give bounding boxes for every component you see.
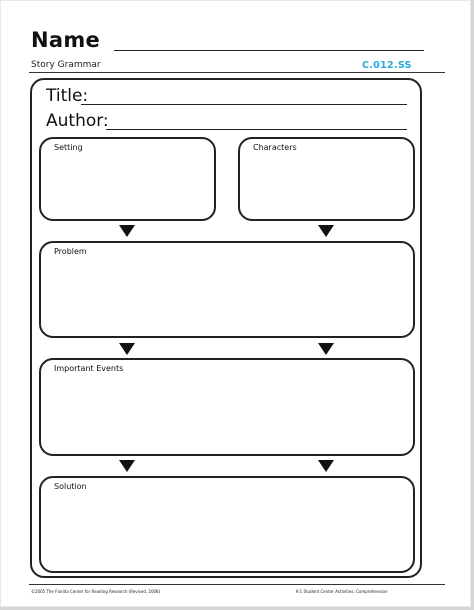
header-divider <box>29 72 445 73</box>
down-arrow-icon <box>318 460 334 472</box>
footer-series: K-1 Student Center Activities: Comprehension <box>296 589 388 594</box>
footer-copyright: ©2005 The Florida Center for Reading Research (Revised, 2008) <box>31 589 161 594</box>
important-events-label: Important Events <box>54 364 124 373</box>
problem-box[interactable] <box>39 241 415 338</box>
author-label: Author: <box>46 111 109 131</box>
problem-label: Problem <box>54 247 87 256</box>
author-blank-line[interactable] <box>106 129 407 130</box>
worksheet-subtitle: Story Grammar <box>31 60 101 70</box>
down-arrow-icon <box>119 343 135 355</box>
footer-divider <box>29 584 445 585</box>
down-arrow-icon <box>318 343 334 355</box>
setting-box[interactable] <box>39 137 216 221</box>
title-label: Title: <box>46 86 89 106</box>
setting-label: Setting <box>54 143 83 152</box>
down-arrow-icon <box>119 460 135 472</box>
activity-code: C.012.SS <box>362 60 412 71</box>
important-events-box[interactable] <box>39 358 415 456</box>
name-blank-line[interactable] <box>114 50 424 51</box>
down-arrow-icon <box>119 225 135 237</box>
title-blank-line[interactable] <box>81 104 407 105</box>
characters-box[interactable] <box>238 137 415 221</box>
solution-box[interactable] <box>39 476 415 573</box>
down-arrow-icon <box>318 225 334 237</box>
characters-label: Characters <box>253 143 297 152</box>
solution-label: Solution <box>54 482 87 491</box>
name-label: Name <box>31 28 101 52</box>
